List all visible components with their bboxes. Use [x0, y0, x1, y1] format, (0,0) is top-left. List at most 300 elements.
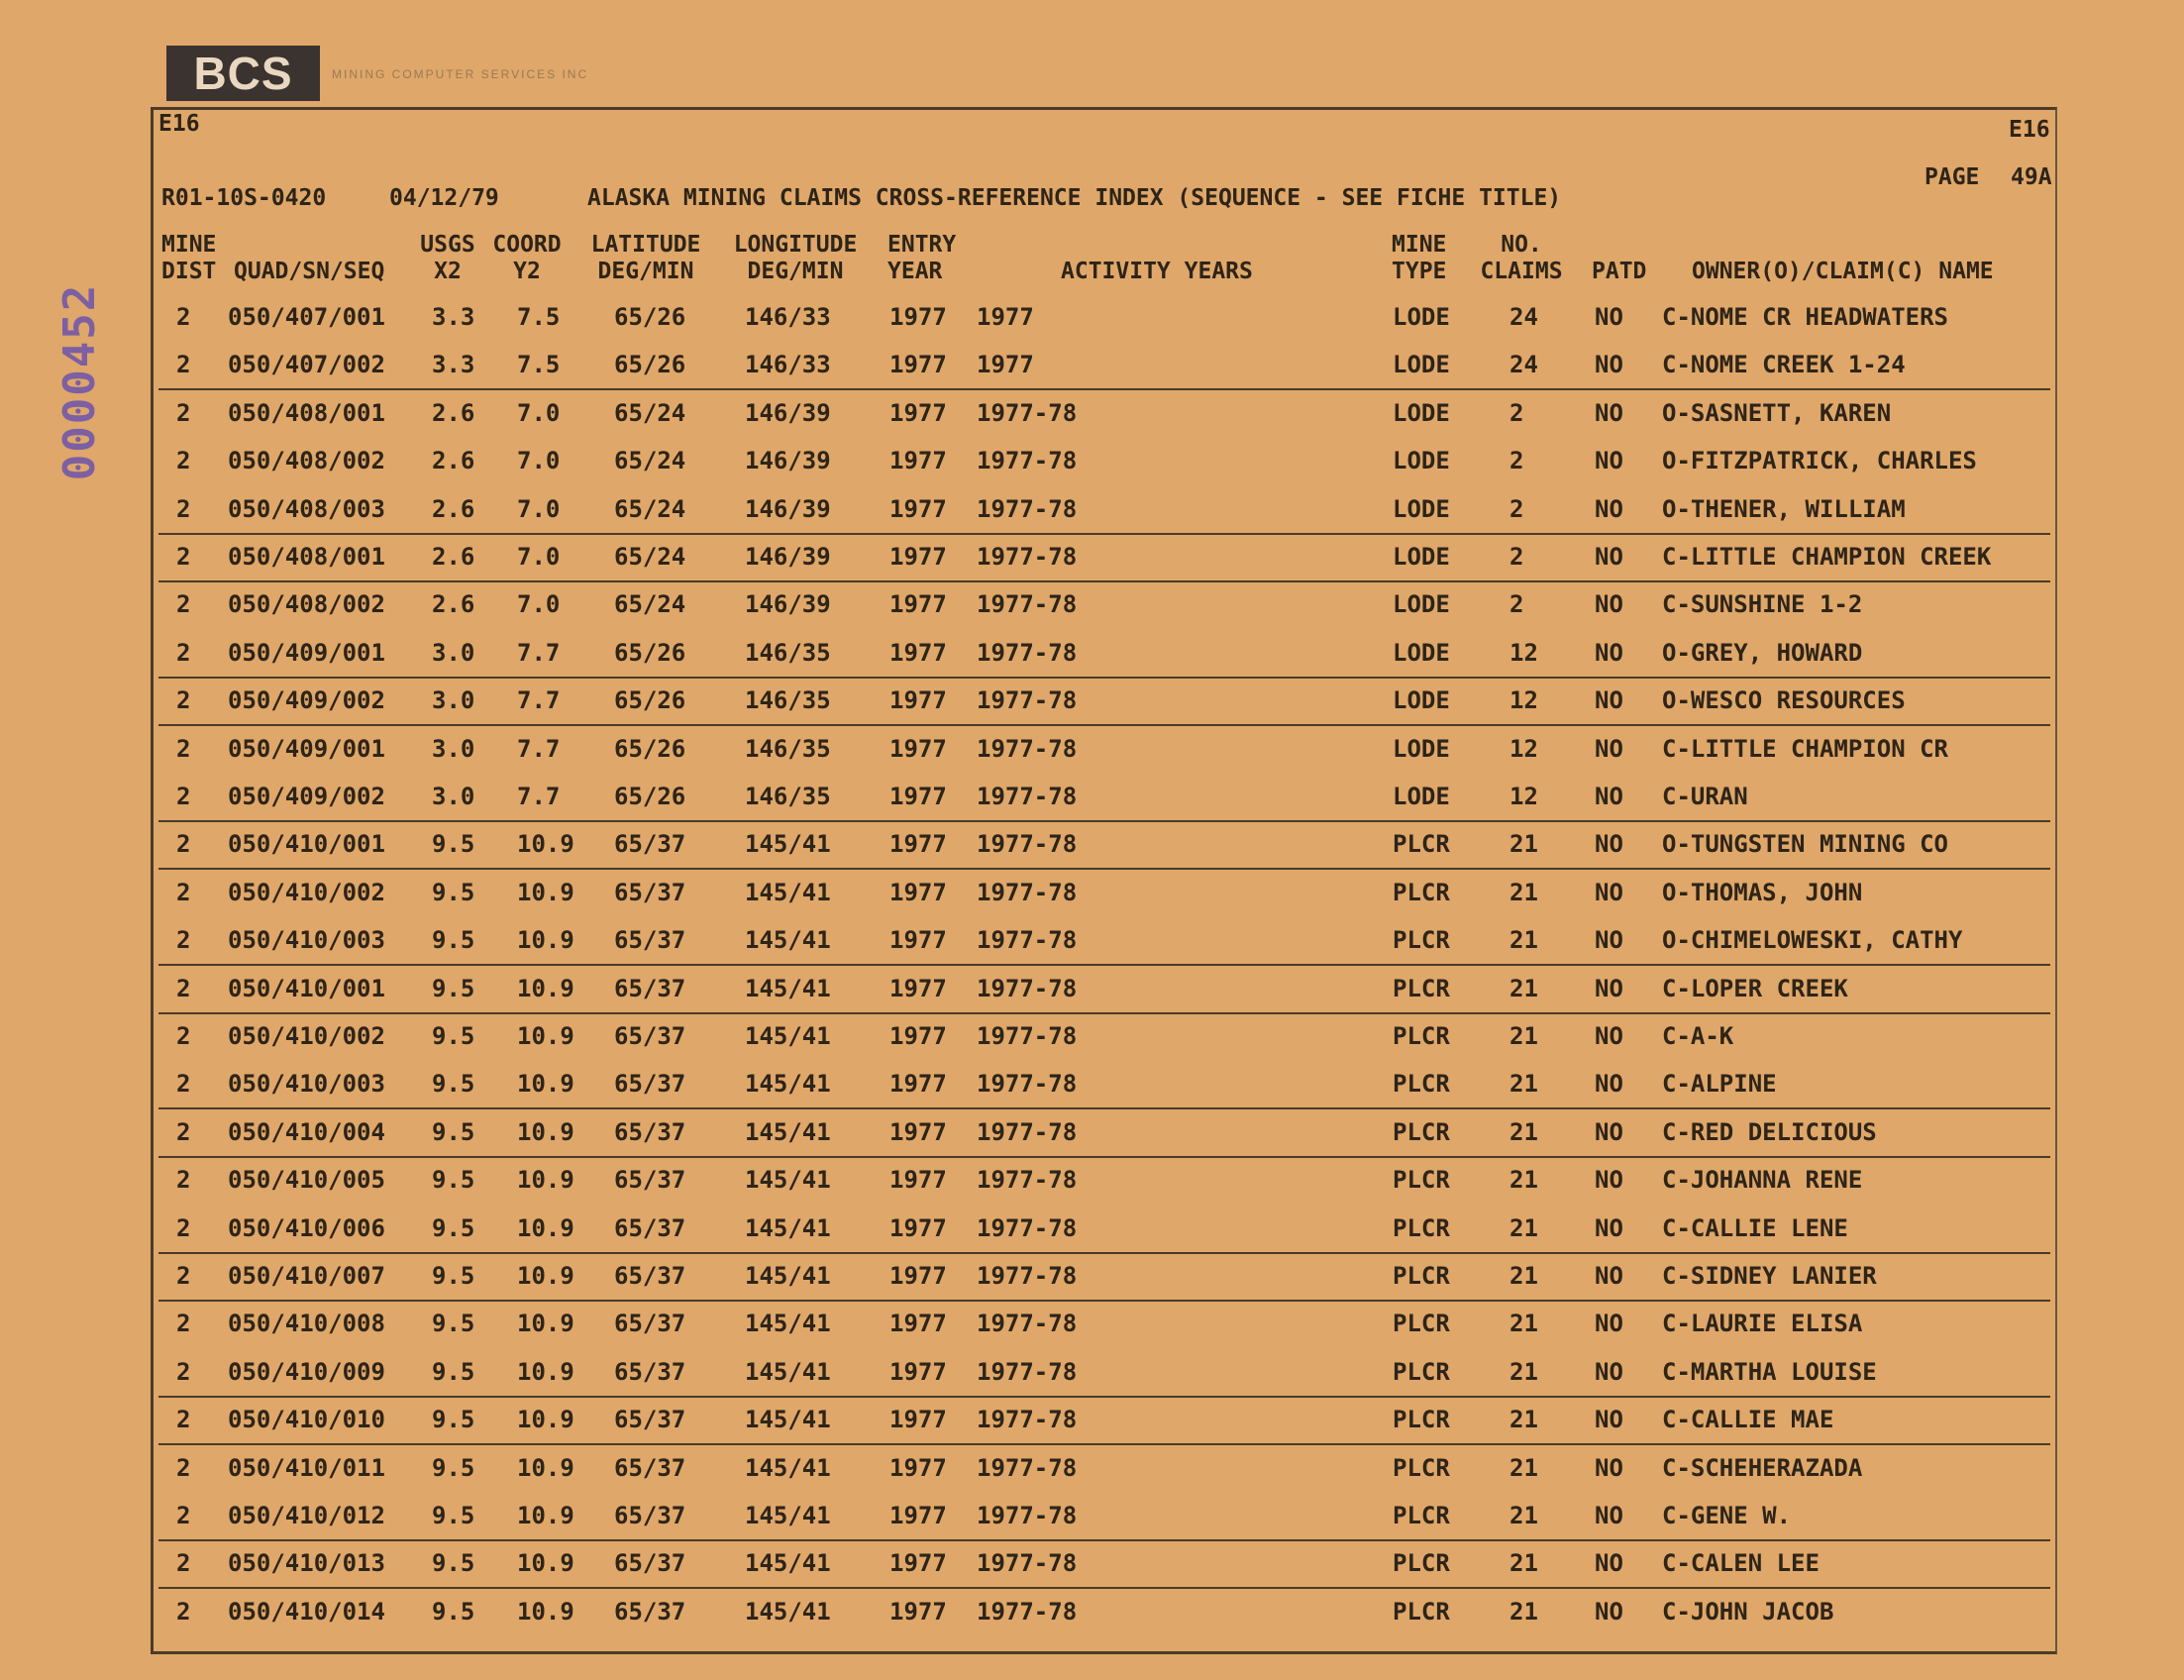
- cell-activity-years: 1977-78: [977, 639, 1078, 667]
- cell-quad-sn-seq: 050/408/001: [228, 543, 385, 571]
- cell-latitude: 65/37: [614, 830, 686, 858]
- bcs-logo: BCS: [166, 46, 320, 101]
- table-row: [158, 485, 2050, 535]
- cell-longitude: 145/41: [745, 1022, 831, 1050]
- cell-activity-years: 1977-78: [977, 1549, 1078, 1577]
- cell-claims-count: 21: [1509, 1070, 1538, 1098]
- cell-coord-y2: 10.9: [517, 1406, 574, 1433]
- cell-claims-count: 12: [1509, 639, 1538, 667]
- cell-usgs-x2: 9.5: [432, 1118, 475, 1146]
- cell-usgs-x2: 9.5: [432, 1022, 475, 1050]
- table-row: [158, 1396, 2050, 1445]
- cell-claims-count: 21: [1509, 1166, 1538, 1194]
- cell-latitude: 65/26: [614, 351, 686, 378]
- cell-quad-sn-seq: 050/410/009: [228, 1358, 385, 1386]
- cell-owner-claim-name: O-CHIMELOWESKI, CATHY: [1662, 926, 1963, 954]
- cell-entry-year: 1977: [889, 975, 947, 1002]
- cell-longitude: 145/41: [745, 975, 831, 1002]
- cell-mine-type: PLCR: [1393, 830, 1450, 858]
- cell-coord-y2: 7.7: [517, 735, 561, 763]
- cell-quad-sn-seq: 050/410/001: [228, 975, 385, 1002]
- cell-coord-y2: 10.9: [517, 975, 574, 1002]
- cell-mine-type: PLCR: [1393, 1262, 1450, 1290]
- cell-mine-type: LODE: [1393, 543, 1450, 571]
- cell-entry-year: 1977: [889, 303, 947, 331]
- cell-activity-years: 1977-78: [977, 399, 1078, 427]
- cell-patented: NO: [1595, 879, 1623, 906]
- cell-coord-y2: 10.9: [517, 1549, 574, 1577]
- cell-latitude: 65/37: [614, 1022, 686, 1050]
- cell-entry-year: 1977: [889, 590, 947, 618]
- cell-longitude: 146/35: [745, 783, 831, 810]
- cell-longitude: 145/41: [745, 1358, 831, 1386]
- cell-patented: NO: [1595, 686, 1623, 714]
- cell-quad-sn-seq: 050/409/001: [228, 735, 385, 763]
- cell-mine-dist: 2: [176, 639, 191, 667]
- cell-coord-y2: 10.9: [517, 1502, 574, 1529]
- cell-usgs-x2: 9.5: [432, 1549, 475, 1577]
- cell-quad-sn-seq: 050/410/011: [228, 1454, 385, 1482]
- col-header-owner-claim-name: OWNER(O)/CLAIM(C) NAME: [1692, 259, 1994, 284]
- cell-latitude: 65/37: [614, 1214, 686, 1242]
- cell-mine-type: LODE: [1393, 447, 1450, 474]
- cell-latitude: 65/37: [614, 1166, 686, 1194]
- cell-activity-years: 1977-78: [977, 1214, 1078, 1242]
- cell-latitude: 65/37: [614, 1406, 686, 1433]
- cell-mine-dist: 2: [176, 879, 191, 906]
- cell-patented: NO: [1595, 543, 1623, 571]
- cell-claims-count: 21: [1509, 879, 1538, 906]
- cell-mine-dist: 2: [176, 686, 191, 714]
- col-header-claims: NO. CLAIMS: [1480, 232, 1563, 284]
- cell-entry-year: 1977: [889, 1214, 947, 1242]
- cell-usgs-x2: 2.6: [432, 495, 475, 523]
- cell-coord-y2: 7.0: [517, 590, 561, 618]
- cell-owner-claim-name: O-FITZPATRICK, CHARLES: [1662, 447, 1977, 474]
- cell-patented: NO: [1595, 1454, 1623, 1482]
- cell-mine-type: PLCR: [1393, 1070, 1450, 1098]
- cell-patented: NO: [1595, 1214, 1623, 1242]
- cell-owner-claim-name: O-WESCO RESOURCES: [1662, 686, 1906, 714]
- cell-activity-years: 1977-78: [977, 1406, 1078, 1433]
- cell-mine-type: PLCR: [1393, 1454, 1450, 1482]
- cell-usgs-x2: 9.5: [432, 926, 475, 954]
- cell-quad-sn-seq: 050/410/003: [228, 1070, 385, 1098]
- cell-coord-y2: 10.9: [517, 1358, 574, 1386]
- cell-patented: NO: [1595, 495, 1623, 523]
- cell-owner-claim-name: C-ALPINE: [1662, 1070, 1777, 1098]
- cell-entry-year: 1977: [889, 399, 947, 427]
- cell-mine-type: PLCR: [1393, 1406, 1450, 1433]
- col-header-mine-type: MINE TYPE: [1392, 232, 1447, 284]
- code-left: E16: [158, 111, 200, 137]
- cell-claims-count: 21: [1509, 1502, 1538, 1529]
- cell-quad-sn-seq: 050/408/002: [228, 590, 385, 618]
- cell-owner-claim-name: O-TUNGSTEN MINING CO: [1662, 830, 1948, 858]
- page-number: 49A: [2011, 164, 2052, 190]
- cell-activity-years: 1977-78: [977, 735, 1078, 763]
- cell-longitude: 145/41: [745, 1406, 831, 1433]
- cell-claims-count: 21: [1509, 1310, 1538, 1337]
- cell-mine-type: PLCR: [1393, 1598, 1450, 1626]
- cell-mine-type: PLCR: [1393, 926, 1450, 954]
- cell-activity-years: 1977-78: [977, 879, 1078, 906]
- cell-latitude: 65/37: [614, 1262, 686, 1290]
- cell-mine-type: LODE: [1393, 783, 1450, 810]
- cell-quad-sn-seq: 050/410/010: [228, 1406, 385, 1433]
- cell-mine-dist: 2: [176, 1022, 191, 1050]
- cell-mine-type: LODE: [1393, 590, 1450, 618]
- cell-entry-year: 1977: [889, 1549, 947, 1577]
- cell-mine-type: PLCR: [1393, 1022, 1450, 1050]
- cell-activity-years: 1977-78: [977, 1166, 1078, 1194]
- cell-owner-claim-name: O-SASNETT, KAREN: [1662, 399, 1892, 427]
- cell-entry-year: 1977: [889, 1070, 947, 1098]
- cell-entry-year: 1977: [889, 1454, 947, 1482]
- cell-claims-count: 21: [1509, 1214, 1538, 1242]
- cell-mine-type: PLCR: [1393, 1214, 1450, 1242]
- cell-entry-year: 1977: [889, 1502, 947, 1529]
- document-number-stamp: [36, 267, 125, 495]
- cell-entry-year: 1977: [889, 1358, 947, 1386]
- cell-activity-years: 1977-78: [977, 1598, 1078, 1626]
- cell-latitude: 65/37: [614, 879, 686, 906]
- cell-latitude: 65/24: [614, 447, 686, 474]
- cell-longitude: 145/41: [745, 1070, 831, 1098]
- cell-usgs-x2: 9.5: [432, 1454, 475, 1482]
- cell-quad-sn-seq: 050/408/001: [228, 399, 385, 427]
- cell-latitude: 65/37: [614, 1070, 686, 1098]
- cell-patented: NO: [1595, 735, 1623, 763]
- cell-usgs-x2: 9.5: [432, 1214, 475, 1242]
- cell-activity-years: 1977-78: [977, 1262, 1078, 1290]
- cell-longitude: 146/39: [745, 543, 831, 571]
- cell-activity-years: 1977-78: [977, 590, 1078, 618]
- cell-coord-y2: 7.0: [517, 399, 561, 427]
- cell-entry-year: 1977: [889, 879, 947, 906]
- cell-claims-count: 2: [1509, 399, 1524, 427]
- cell-mine-type: LODE: [1393, 639, 1450, 667]
- cell-mine-dist: 2: [176, 1070, 191, 1098]
- col-header-y2: COORD Y2: [492, 232, 562, 284]
- cell-patented: NO: [1595, 783, 1623, 810]
- cell-usgs-x2: 2.6: [432, 590, 475, 618]
- cell-owner-claim-name: C-SIDNEY LANIER: [1662, 1262, 1877, 1290]
- cell-quad-sn-seq: 050/410/006: [228, 1214, 385, 1242]
- cell-mine-type: PLCR: [1393, 975, 1450, 1002]
- cell-latitude: 65/37: [614, 1549, 686, 1577]
- cell-mine-dist: 2: [176, 1454, 191, 1482]
- cell-quad-sn-seq: 050/408/002: [228, 447, 385, 474]
- table-row: [158, 965, 2050, 1014]
- cell-mine-dist: 2: [176, 1262, 191, 1290]
- cell-mine-type: LODE: [1393, 351, 1450, 378]
- cell-patented: NO: [1595, 1310, 1623, 1337]
- cell-mine-type: LODE: [1393, 735, 1450, 763]
- cell-patented: NO: [1595, 1598, 1623, 1626]
- cell-quad-sn-seq: 050/408/003: [228, 495, 385, 523]
- cell-entry-year: 1977: [889, 1118, 947, 1146]
- cell-mine-type: LODE: [1393, 399, 1450, 427]
- table-row: [158, 869, 2050, 916]
- cell-mine-dist: 2: [176, 830, 191, 858]
- cell-longitude: 145/41: [745, 1310, 831, 1337]
- cell-usgs-x2: 9.5: [432, 1406, 475, 1433]
- cell-owner-claim-name: C-CALEN LEE: [1662, 1549, 1820, 1577]
- cell-claims-count: 2: [1509, 590, 1524, 618]
- cell-claims-count: 2: [1509, 543, 1524, 571]
- cell-mine-type: LODE: [1393, 495, 1450, 523]
- table-row: [158, 1300, 2050, 1347]
- cell-owner-claim-name: C-LOPER CREEK: [1662, 975, 1848, 1002]
- cell-activity-years: 1977: [977, 351, 1034, 378]
- cell-mine-type: PLCR: [1393, 1549, 1450, 1577]
- cell-latitude: 65/37: [614, 1502, 686, 1529]
- cell-activity-years: 1977-78: [977, 686, 1078, 714]
- table-row: [158, 1156, 2050, 1204]
- cell-coord-y2: 10.9: [517, 1214, 574, 1242]
- cell-latitude: 65/37: [614, 926, 686, 954]
- table-row: [158, 1348, 2050, 1398]
- table-row: [158, 437, 2050, 484]
- cell-owner-claim-name: C-RED DELICIOUS: [1662, 1118, 1877, 1146]
- cell-owner-claim-name: C-SCHEHERAZADA: [1662, 1454, 1863, 1482]
- cell-quad-sn-seq: 050/407/002: [228, 351, 385, 378]
- cell-entry-year: 1977: [889, 1022, 947, 1050]
- table-row: [158, 1492, 2050, 1541]
- cell-entry-year: 1977: [889, 926, 947, 954]
- cell-quad-sn-seq: 050/410/012: [228, 1502, 385, 1529]
- table-row: [158, 1012, 2050, 1060]
- table-row: [158, 293, 2050, 341]
- cell-patented: NO: [1595, 1358, 1623, 1386]
- cell-coord-y2: 7.7: [517, 639, 561, 667]
- cell-mine-dist: 2: [176, 975, 191, 1002]
- cell-claims-count: 21: [1509, 1406, 1538, 1433]
- cell-claims-count: 24: [1509, 351, 1538, 378]
- cell-entry-year: 1977: [889, 1598, 947, 1626]
- cell-usgs-x2: 9.5: [432, 879, 475, 906]
- cell-coord-y2: 10.9: [517, 1310, 574, 1337]
- cell-coord-y2: 10.9: [517, 1598, 574, 1626]
- report-title: ALASKA MINING CLAIMS CROSS-REFERENCE INDEX (SEQUENCE - SEE FICHE TITLE): [587, 185, 1562, 211]
- cell-claims-count: 21: [1509, 926, 1538, 954]
- page-label: PAGE: [1924, 164, 1980, 190]
- cell-latitude: 65/37: [614, 1454, 686, 1482]
- cell-patented: NO: [1595, 303, 1623, 331]
- cell-coord-y2: 10.9: [517, 1118, 574, 1146]
- cell-claims-count: 21: [1509, 1454, 1538, 1482]
- cell-latitude: 65/37: [614, 1598, 686, 1626]
- cell-latitude: 65/26: [614, 686, 686, 714]
- cell-mine-dist: 2: [176, 1166, 191, 1194]
- cell-activity-years: 1977-78: [977, 1070, 1078, 1098]
- cell-mine-dist: 2: [176, 1310, 191, 1337]
- cell-latitude: 65/26: [614, 639, 686, 667]
- cell-entry-year: 1977: [889, 1406, 947, 1433]
- cell-mine-dist: 2: [176, 590, 191, 618]
- table-row: [158, 580, 2050, 628]
- report-id: R01-10S-0420: [161, 185, 327, 211]
- cell-patented: NO: [1595, 351, 1623, 378]
- cell-owner-claim-name: C-JOHN JACOB: [1662, 1598, 1834, 1626]
- cell-mine-type: PLCR: [1393, 1166, 1450, 1194]
- cell-longitude: 145/41: [745, 879, 831, 906]
- cell-coord-y2: 10.9: [517, 879, 574, 906]
- col-header-mine-dist: MINE DIST: [161, 232, 217, 284]
- cell-entry-year: 1977: [889, 783, 947, 810]
- cell-usgs-x2: 3.0: [432, 686, 475, 714]
- cell-claims-count: 2: [1509, 447, 1524, 474]
- cell-longitude: 145/41: [745, 1598, 831, 1626]
- cell-owner-claim-name: O-GREY, HOWARD: [1662, 639, 1863, 667]
- cell-longitude: 145/41: [745, 1454, 831, 1482]
- cell-usgs-x2: 3.3: [432, 303, 475, 331]
- cell-claims-count: 21: [1509, 1118, 1538, 1146]
- cell-coord-y2: 10.9: [517, 1166, 574, 1194]
- cell-activity-years: 1977-78: [977, 926, 1078, 954]
- cell-latitude: 65/24: [614, 590, 686, 618]
- cell-owner-claim-name: C-SUNSHINE 1-2: [1662, 590, 1863, 618]
- cell-mine-dist: 2: [176, 543, 191, 571]
- cell-claims-count: 21: [1509, 1549, 1538, 1577]
- cell-activity-years: 1977-78: [977, 1118, 1078, 1146]
- cell-longitude: 145/41: [745, 926, 831, 954]
- cell-owner-claim-name: C-JOHANNA RENE: [1662, 1166, 1863, 1194]
- cell-patented: NO: [1595, 590, 1623, 618]
- cell-mine-type: PLCR: [1393, 1118, 1450, 1146]
- table-row: [158, 1252, 2050, 1302]
- cell-activity-years: 1977-78: [977, 1454, 1078, 1482]
- cell-usgs-x2: 3.0: [432, 783, 475, 810]
- cell-owner-claim-name: C-NOME CR HEADWATERS: [1662, 303, 1948, 331]
- table-row: [158, 677, 2050, 726]
- cell-longitude: 146/39: [745, 399, 831, 427]
- cell-claims-count: 21: [1509, 1262, 1538, 1290]
- table-row: [158, 533, 2050, 582]
- cell-claims-count: 21: [1509, 975, 1538, 1002]
- cell-mine-dist: 2: [176, 1118, 191, 1146]
- cell-longitude: 146/39: [745, 495, 831, 523]
- cell-coord-y2: 7.7: [517, 783, 561, 810]
- cell-patented: NO: [1595, 1549, 1623, 1577]
- cell-mine-type: PLCR: [1393, 1502, 1450, 1529]
- cell-usgs-x2: 9.5: [432, 1502, 475, 1529]
- cell-longitude: 146/33: [745, 303, 831, 331]
- col-header-x2: USGS X2: [420, 232, 475, 284]
- cell-mine-dist: 2: [176, 1598, 191, 1626]
- cell-mine-type: LODE: [1393, 303, 1450, 331]
- cell-latitude: 65/37: [614, 1358, 686, 1386]
- cell-patented: NO: [1595, 1262, 1623, 1290]
- cell-longitude: 146/35: [745, 639, 831, 667]
- cell-longitude: 146/39: [745, 590, 831, 618]
- cell-entry-year: 1977: [889, 351, 947, 378]
- cell-mine-dist: 2: [176, 926, 191, 954]
- cell-claims-count: 12: [1509, 686, 1538, 714]
- col-header-latitude: LATITUDE DEG/MIN: [590, 232, 701, 284]
- cell-entry-year: 1977: [889, 1310, 947, 1337]
- cell-mine-dist: 2: [176, 1358, 191, 1386]
- cell-mine-dist: 2: [176, 735, 191, 763]
- cell-latitude: 65/24: [614, 495, 686, 523]
- cell-entry-year: 1977: [889, 639, 947, 667]
- cell-entry-year: 1977: [889, 543, 947, 571]
- cell-entry-year: 1977: [889, 735, 947, 763]
- cell-entry-year: 1977: [889, 495, 947, 523]
- cell-coord-y2: 10.9: [517, 1022, 574, 1050]
- cell-claims-count: 21: [1509, 830, 1538, 858]
- cell-owner-claim-name: C-A-K: [1662, 1022, 1734, 1050]
- cell-usgs-x2: 2.6: [432, 399, 475, 427]
- table-row: [158, 1060, 2050, 1109]
- cell-patented: NO: [1595, 639, 1623, 667]
- cell-quad-sn-seq: 050/409/002: [228, 686, 385, 714]
- cell-longitude: 145/41: [745, 1118, 831, 1146]
- table-row: [158, 389, 2050, 437]
- cell-owner-claim-name: C-URAN: [1662, 783, 1748, 810]
- cell-mine-type: PLCR: [1393, 1358, 1450, 1386]
- cell-usgs-x2: 2.6: [432, 447, 475, 474]
- cell-patented: NO: [1595, 1118, 1623, 1146]
- cell-owner-claim-name: C-CALLIE LENE: [1662, 1214, 1848, 1242]
- cell-quad-sn-seq: 050/410/002: [228, 879, 385, 906]
- cell-usgs-x2: 9.5: [432, 1358, 475, 1386]
- cell-entry-year: 1977: [889, 447, 947, 474]
- col-header-entry-year: ENTRY YEAR: [887, 232, 957, 284]
- cell-quad-sn-seq: 050/410/008: [228, 1310, 385, 1337]
- cell-longitude: 146/39: [745, 447, 831, 474]
- cell-activity-years: 1977-78: [977, 543, 1078, 571]
- cell-quad-sn-seq: 050/409/002: [228, 783, 385, 810]
- cell-coord-y2: 7.7: [517, 686, 561, 714]
- cell-coord-y2: 7.0: [517, 447, 561, 474]
- table-row: [158, 1444, 2050, 1492]
- cell-coord-y2: 10.9: [517, 1262, 574, 1290]
- cell-patented: NO: [1595, 447, 1623, 474]
- cell-entry-year: 1977: [889, 686, 947, 714]
- cell-activity-years: 1977-78: [977, 447, 1078, 474]
- cell-quad-sn-seq: 050/410/004: [228, 1118, 385, 1146]
- table-row: [158, 1205, 2050, 1254]
- cell-owner-claim-name: C-GENE W.: [1662, 1502, 1792, 1529]
- cell-mine-dist: 2: [176, 351, 191, 378]
- cell-mine-dist: 2: [176, 783, 191, 810]
- cell-longitude: 146/33: [745, 351, 831, 378]
- cell-latitude: 65/37: [614, 1118, 686, 1146]
- cell-usgs-x2: 3.0: [432, 735, 475, 763]
- cell-usgs-x2: 9.5: [432, 975, 475, 1002]
- cell-usgs-x2: 3.0: [432, 639, 475, 667]
- logo-tagline: MINING COMPUTER SERVICES INC: [332, 67, 589, 81]
- cell-claims-count: 12: [1509, 735, 1538, 763]
- cell-usgs-x2: 9.5: [432, 1262, 475, 1290]
- cell-entry-year: 1977: [889, 1166, 947, 1194]
- cell-usgs-x2: 9.5: [432, 1166, 475, 1194]
- cell-usgs-x2: 9.5: [432, 1070, 475, 1098]
- cell-latitude: 65/24: [614, 399, 686, 427]
- cell-patented: NO: [1595, 1502, 1623, 1529]
- table-row: [158, 773, 2050, 822]
- col-header-patd: PATD: [1592, 259, 1647, 284]
- table-row: [158, 725, 2050, 773]
- cell-longitude: 145/41: [745, 1166, 831, 1194]
- cell-patented: NO: [1595, 399, 1623, 427]
- cell-patented: NO: [1595, 1166, 1623, 1194]
- cell-owner-claim-name: O-THENER, WILLIAM: [1662, 495, 1906, 523]
- cell-coord-y2: 10.9: [517, 1454, 574, 1482]
- table-row: [158, 916, 2050, 966]
